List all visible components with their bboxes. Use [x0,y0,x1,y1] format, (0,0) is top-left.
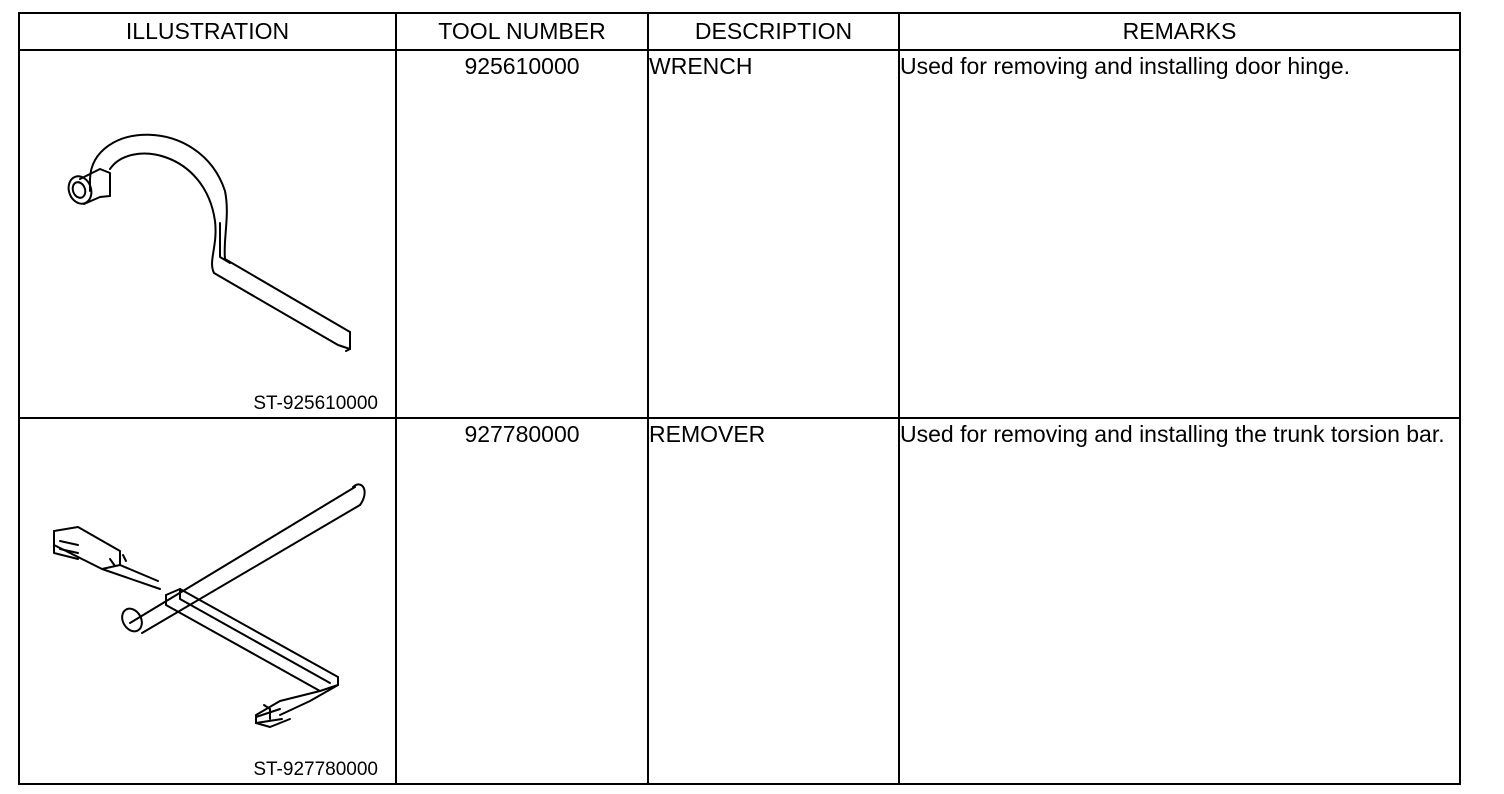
header-tool-number: TOOL NUMBER [396,13,648,50]
remarks: Used for removing and installing the trunk torsion bar. [899,418,1460,784]
tool-number: 925610000 [396,50,648,418]
header-illustration: ILLUSTRATION [19,13,396,50]
illustration-label: ST-925610000 [253,393,378,414]
illustration-label: ST-927780000 [253,759,378,780]
table-row [19,50,1460,418]
illustration-cell [19,50,396,418]
remover-icon [20,419,397,783]
description: WRENCH [648,50,899,418]
description: REMOVER [648,418,899,784]
table-row [19,418,1460,784]
header-description: DESCRIPTION [648,13,899,50]
wrench-icon [20,51,397,417]
tools-table [18,12,1461,785]
illustration-cell [19,418,396,784]
tool-number: 927780000 [396,418,648,784]
header-remarks: REMARKS [899,13,1460,50]
remarks: Used for removing and installing door hinge. [899,50,1460,418]
header-row [19,13,1460,50]
